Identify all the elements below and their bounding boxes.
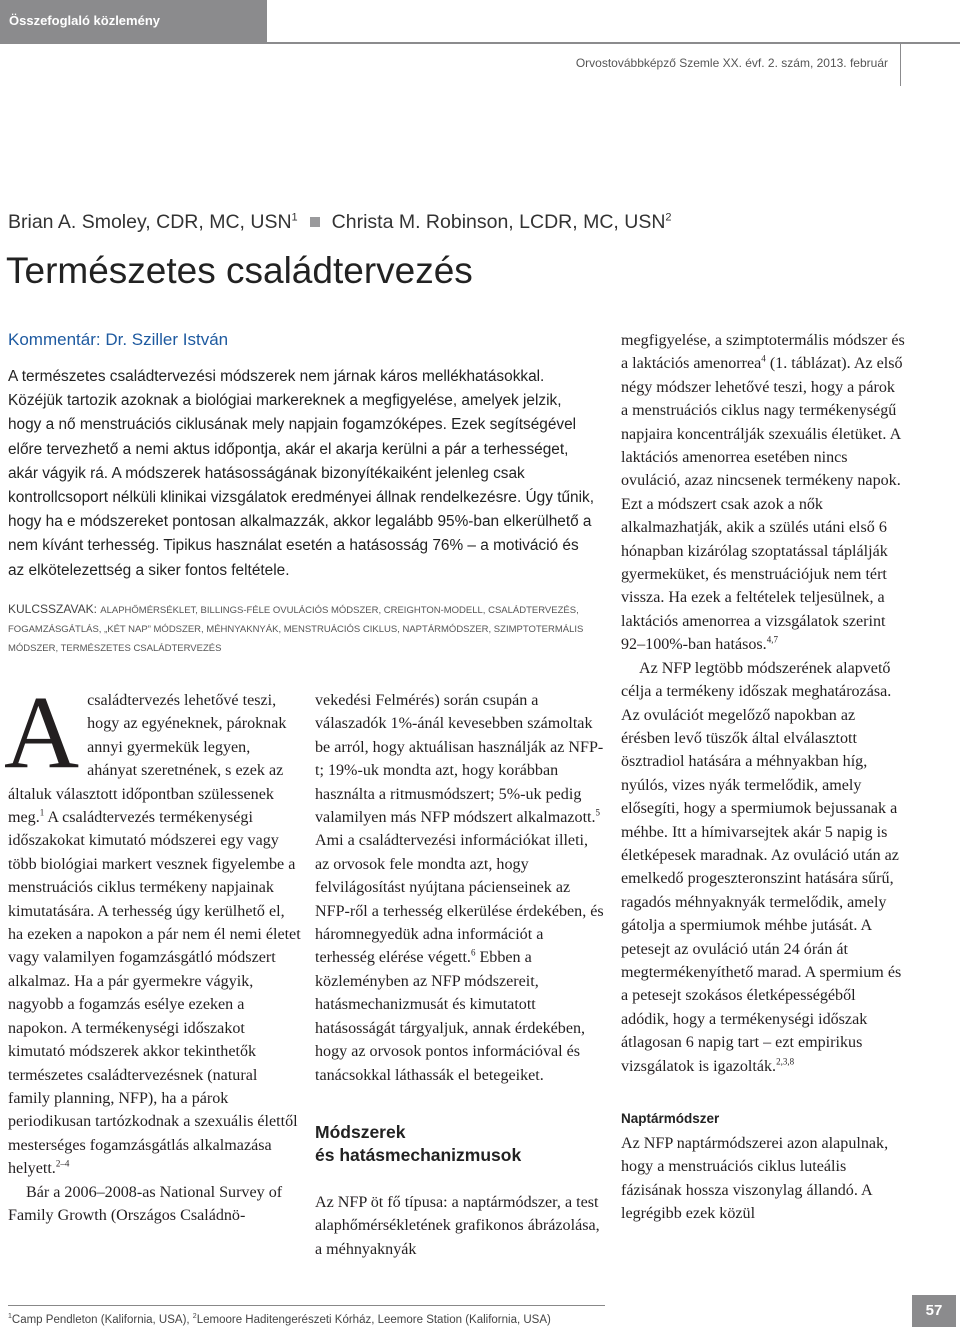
paragraph <box>621 657 906 1078</box>
author-2-affiliation-mark: 2 <box>665 211 672 224</box>
author-2: Christa M. Robinson, LCDR, MC, USN <box>331 211 666 233</box>
heading-line: Módszerek <box>315 1121 406 1142</box>
section-heading-methods <box>315 1121 605 1167</box>
section-heading-calendar: Naptármódszer <box>621 1111 720 1126</box>
abstract <box>8 365 594 583</box>
body-column-3 <box>621 329 906 1226</box>
paragraph <box>315 689 605 1087</box>
keywords <box>8 600 598 658</box>
text-run: (1. táblázat). Az első négy módszer lehetővé teszi, hogy a párok a menstruációs ciklus nagy termékenységű napjaira koncentrálják szexuális életüket. A laktációs amenorrea esetében nincs ovuláció, azaz nincsenek termékeny napok. Ezt a módszert csak azok a nők alkalmazhatják, akik a szülés utáni első 6 hónapban kizárólag szoptatással táplálják gyermeküket, és menstruációjuk nem tért vissza. Ha ezek a feltételek teljesülnek, a laktációs amenorrea a vizsgálatok szerint 92–100%-ban hatásos. <box>621 355 903 654</box>
citation: 2,3,8 <box>776 1056 795 1067</box>
commentary-author: Dr. Sziller István <box>105 330 229 349</box>
footnote-mark: 2 <box>192 1313 197 1320</box>
affiliation-1: Camp Pendleton (Kalifornia, USA), <box>11 1313 193 1326</box>
paragraph <box>621 329 906 657</box>
affiliation-2: Lemoore Haditengerészeti Kórház, Leemore Station (Kalifornia, USA) <box>196 1313 551 1326</box>
commentary-line <box>8 330 228 350</box>
page-number: 57 <box>912 1295 956 1327</box>
footnote-rule <box>8 1305 605 1306</box>
keywords-text: ALAPHŐMÉRSÉKLET, BILLINGS-FÉLE OVULÁCIÓS MÓDSZER, CREIGHTON-MODELL, CSALÁDTERVEZÉS, FOGAMZÁSGÁTLÁS, „KÉT NAP” MÓDSZER, MÉHNYAKNYÁK, MENSTRUÁCIÓS CIKLUS, NAPTÁRMÓDSZER, SZIMPTOTERMÁLIS MÓDSZER, TERMÉSZETES CSALÁDTERVEZÉS <box>8 605 584 654</box>
heading-line: és hatásmechanizmusok <box>315 1144 522 1165</box>
journal-reference: Orvostovábbképző Szemle XX. évf. 2. szám, 2013. február <box>575 56 888 70</box>
text-run: családtervezés lehetővé teszi, hogy az egyéneknek, pároknak annyi gyermekük legyen, ahányat szeretnének, s ezek az általuk választott időpontban szülessenek meg. <box>8 692 287 827</box>
text-run: Ami a családtervezési információkat illeti, az orvosok fele mondta azt, hogy felvilágosítást nyújtana pácienseinek az NFP-ről a terhesség elkerülése érdekében, és háromnegyedük adna információt a terhesség elérése végett. <box>315 832 604 967</box>
drop-cap: A <box>4 675 80 790</box>
header-divider <box>900 44 901 86</box>
author-line <box>8 211 672 234</box>
text-run: A családtervezés termékenységi időszakokat kimutató módszerei egy vagy több biológiai markert vesznek figyelembe a menstruációs ciklus termékeny napjainak kimutatására. A terhesség úgy kerülhető el, ha ezeken a napokon a pár nem él nemi életet vagy valamilyen fogamzásgátló módszert alkalmaz. Ha a pár gyermekre vágyik, nagyobb a fogamzás esélye ezeken a napokon. A termékenységi időszakot kimutató módszerek akkor tekinthetők természetes családtervezésnek (natural family planning, NFP), ha a párok periodikusan tartózkodnak a szexuális élettől mesterséges fogamzásgátlás alkalmazása helyett. <box>8 809 301 1178</box>
article-title: Természetes családtervezés <box>6 250 473 291</box>
citation: 2–4 <box>55 1158 70 1169</box>
affiliation-footnote <box>8 1313 551 1326</box>
text-run: Az NFP legtöbb módszerének alapvető célja a termékeny időszak meghatározása. Az ovulációt megelőző napokban az érésben levő tüszők által elválasztott ösztradiol hatására a méhnyakban híg, nyúlós, vizes nyák termelődik, amely elősegíti, hogy a spermiumok bejussanak a méhbe. Itt a hímivarsejtek akár 5 napig is életképesek maradnak. Az ovuláció után az emelkedő progeszteronszint hatására sűrű, ragadós méhnyaknyák termelődik, amely gátolja a spermiumok méhbe jutását. A petesejt az ovuláció után 24 órán át megtermékenyíthető marad. A spermium és a petesejt szokásos életképességéből adódik, hogy a termékenységi időszak átlagosan 6 napig tart – ezt empirikus vizsgálatok is igazolták. <box>621 659 902 1075</box>
header-rule <box>0 42 960 44</box>
citation: 4 <box>761 354 766 365</box>
paragraph: Bár a 2006–2008-as National Survey of Family Growth (Országos Családnö- <box>8 1183 283 1224</box>
text-run: Ebben a közleményben az NFP módszereit, hatásmechanizmusát és kimutatott hatásosságát tárgyaljuk, annak érdekében, hogy az orvosok pontos információval és tanácsokkal láthassák el betegeiket. <box>315 949 586 1084</box>
paragraph: Az NFP öt fő típusa: a naptármódszer, a test alaphőmérsékletének grafikonos ábrázolása, a méhnyaknyák <box>315 1193 600 1258</box>
citation: 1 <box>39 807 45 818</box>
text-run: vekedési Felmérés) során csupán a válaszadók 1%-ánál kevesebben számoltak be arról, hogy aktuálisan használják az NFP-t; 19%-uk mondta azt, hogy korábban használta a ritmusmódszert; 5%-uk pedig valamilyen más NFP módszert alkalmazott. <box>315 692 604 827</box>
paragraph: Az NFP naptármódszerei azon alapulnak, hogy a menstruációs ciklus luteális fázisának hossza viszonylag állandó. A legrégibb ezek közül <box>621 1135 889 1223</box>
author-separator-square <box>310 217 320 227</box>
commentary-label: Kommentár: <box>8 330 106 349</box>
citation: 6 <box>470 948 476 959</box>
keywords-label: KULCSSZAVAK: <box>8 602 101 616</box>
paragraph <box>4 675 301 1181</box>
citation: 4,7 <box>766 634 778 645</box>
footnote-mark: 1 <box>8 1313 12 1320</box>
section-label: Összefoglaló közlemény <box>0 0 267 42</box>
body-column-2 <box>315 689 605 1261</box>
abstract-text: A természetes családtervezési módszerek nem járnak káros mellékhatásokkal. Közéjük tartozik azoknak a biológiai markereknek a megfigyelése, amelyek jelzik, hogy a nő menstruációs ciklusának mely napjain fogamzóképes. Ezek segítségével előre tervezhető a nemi aktus időpontja, akár el akarja kerülni a pár a terhességet, akár vágyik rá. A módszerek hatásosságának bizonyítékaiként jelenleg csak kontrollcsoport nélküli klinikai vizsgálatok eredményei állnak rendelkezésre. Úgy tűnik, hogy ha e módszereket pontosan alkalmazzák, akkor legalább 95%-ban elkerülhető a nem kívánt terhesség. Tipikus használat esetén a hatásosság 76% – a motiváció és az elkötelezettség a siker fontos feltétele. <box>8 368 594 579</box>
body-column-1 <box>4 675 301 1227</box>
text-run: megfigyelése, a szimptotermális módszer és a laktációs amenorrea <box>621 332 905 373</box>
citation: 5 <box>595 807 601 818</box>
author-1-affiliation-mark: 1 <box>291 211 298 224</box>
author-1: Brian A. Smoley, CDR, MC, USN <box>8 211 292 233</box>
